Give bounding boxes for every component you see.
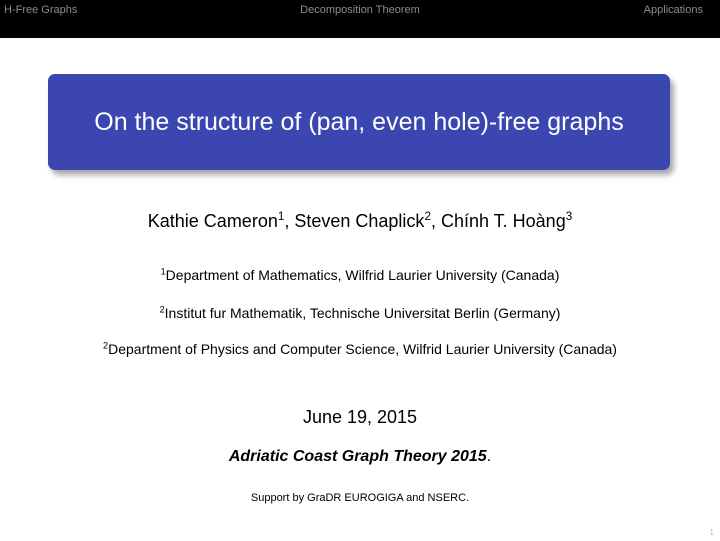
author-affiliation-marker-1: 1 <box>277 209 285 223</box>
slide-title: On the structure of (pan, even hole)-free graphs <box>94 107 624 136</box>
nav-link-h-free-graphs[interactable]: H-Free Graphs <box>4 4 78 16</box>
presentation-date: June 19, 2015 <box>302 407 418 427</box>
author-name-1: Kathie Cameron <box>147 211 278 231</box>
affiliation-1 <box>0 267 720 283</box>
author-name-3: , Chính T. Hoàng <box>430 211 566 231</box>
conference-suffix: . <box>486 448 492 465</box>
author-list <box>0 211 720 232</box>
author-affiliation-marker-3: 3 <box>565 209 573 223</box>
affiliation-marker: 1 <box>160 266 166 277</box>
affiliation-text: Department of Physics and Computer Science, Wilfrid Laurier University (Canada) <box>108 341 617 357</box>
affiliation-text: Institut fur Mathematik, Technische Universitat Berlin (Germany) <box>164 305 561 321</box>
nav-link-applications[interactable]: Applications <box>643 4 703 16</box>
page-number: 1 <box>709 528 714 537</box>
affiliation-2 <box>0 305 720 321</box>
nav-link-decomposition-theorem[interactable]: Decomposition Theorem <box>300 4 420 16</box>
affiliation-3 <box>95 340 625 359</box>
author-affiliation-marker-2: 2 <box>424 209 431 223</box>
conference-name: Adriatic Coast Graph Theory 2015 <box>228 448 487 465</box>
affiliation-marker: 2 <box>103 340 109 351</box>
top-navigation-bar <box>0 0 720 38</box>
affiliation-text: Department of Mathematics, Wilfrid Laurier University (Canada) <box>165 267 560 283</box>
title-block <box>48 74 670 170</box>
support-note: Support by GraDR EUROGIGA and NSERC. <box>250 492 470 504</box>
conference-line <box>0 448 720 466</box>
author-name-2: , Steven Chaplick <box>284 211 425 231</box>
affiliation-marker: 2 <box>159 304 165 315</box>
